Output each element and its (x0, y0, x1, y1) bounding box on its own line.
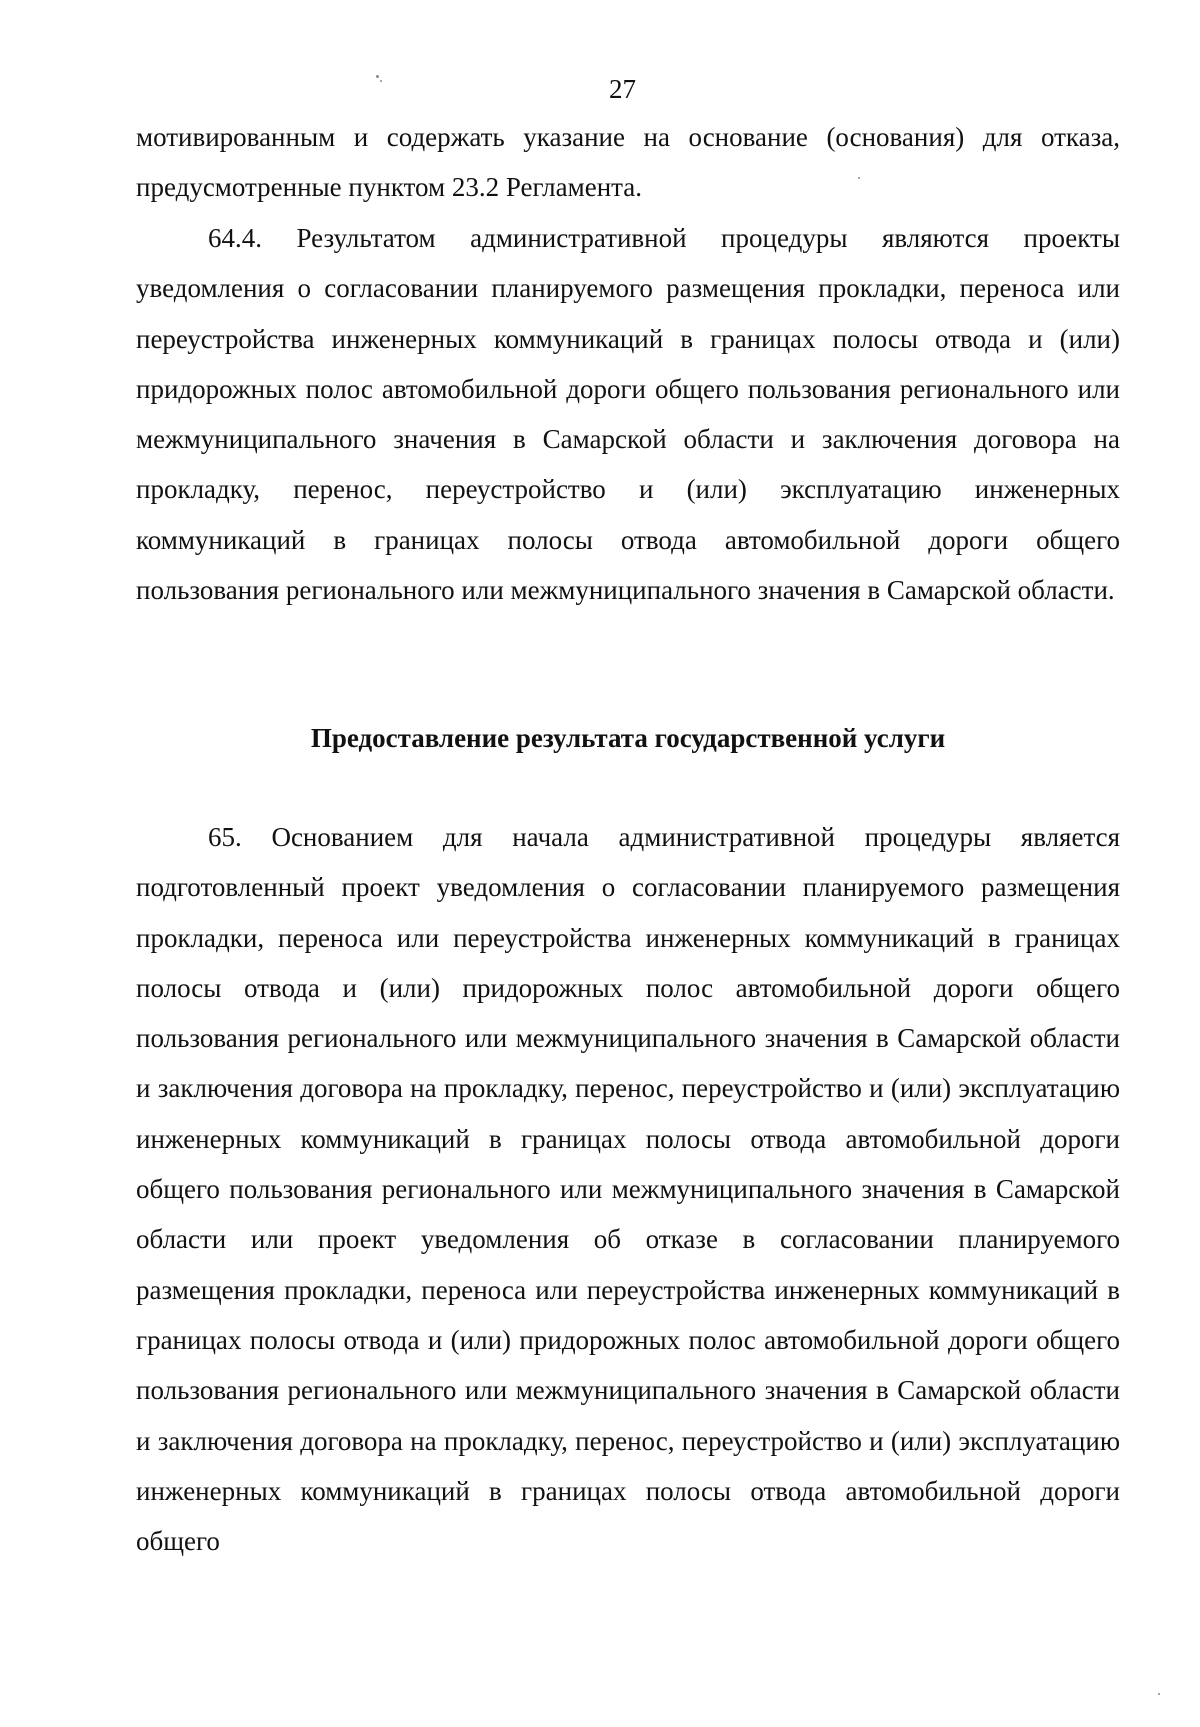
paragraph-continuation: мотивированным и содержать указание на основание (основания) для отказа, предусмотренные пунктом 23.2 Регламента. (136, 122, 1120, 203)
scan-speck (376, 75, 379, 78)
scan-speck (380, 80, 382, 82)
page-number: 27 (609, 74, 636, 104)
scan-speck (1158, 1693, 1160, 1695)
section-heading: Предоставление результата государственной услуги (310, 723, 946, 753)
paragraph-64-4: 64.4. Результатом административной процедуры являются проекты уведомления о согласовании планируемого размещения прокладки, переноса или переустройства инженерных коммуникаций в границах полосы отвода и (или) придорожных полос автомобильной дороги общего пользования регионального или межмуниципального значения в Самарской области и заключения договора на прокладку, перенос, переустройство и (или) эксплуатацию инженерных коммуникаций в границах полосы отвода автомобильной дороги общего пользования регионального или межмуниципального значения в Самарской области. (136, 223, 1120, 606)
scan-speck (858, 177, 860, 179)
paragraph-65: 65. Основанием для начала административной процедуры является подготовленный проект уведомления о согласовании планируемого размещения прокладки, переноса или переустройства инженерных коммуникаций в границах полосы отвода и (или) придорожных полос автомобильной дороги общего пользования регионального или межмуниципального значения в Самарской области и заключения договора на прокладку, перенос, переустройство и (или) эксплуатацию инженерных коммуникаций в границах полосы отвода автомобильной дороги общего пользования регионального или межмуниципального значения в Самарской области или проект уведомления об отказе в согласовании планируемого размещения прокладки, переноса или переустройства инженерных коммуникаций в границах полосы отвода и (или) придорожных полос автомобильной дороги общего пользования регионального или межмуниципального значения в Самарской области и заключения договора на прокладку, перенос, переустройство и (или) эксплуатацию инженерных коммуникаций в границах полосы отвода автомобильной дороги общего (136, 822, 1120, 1557)
